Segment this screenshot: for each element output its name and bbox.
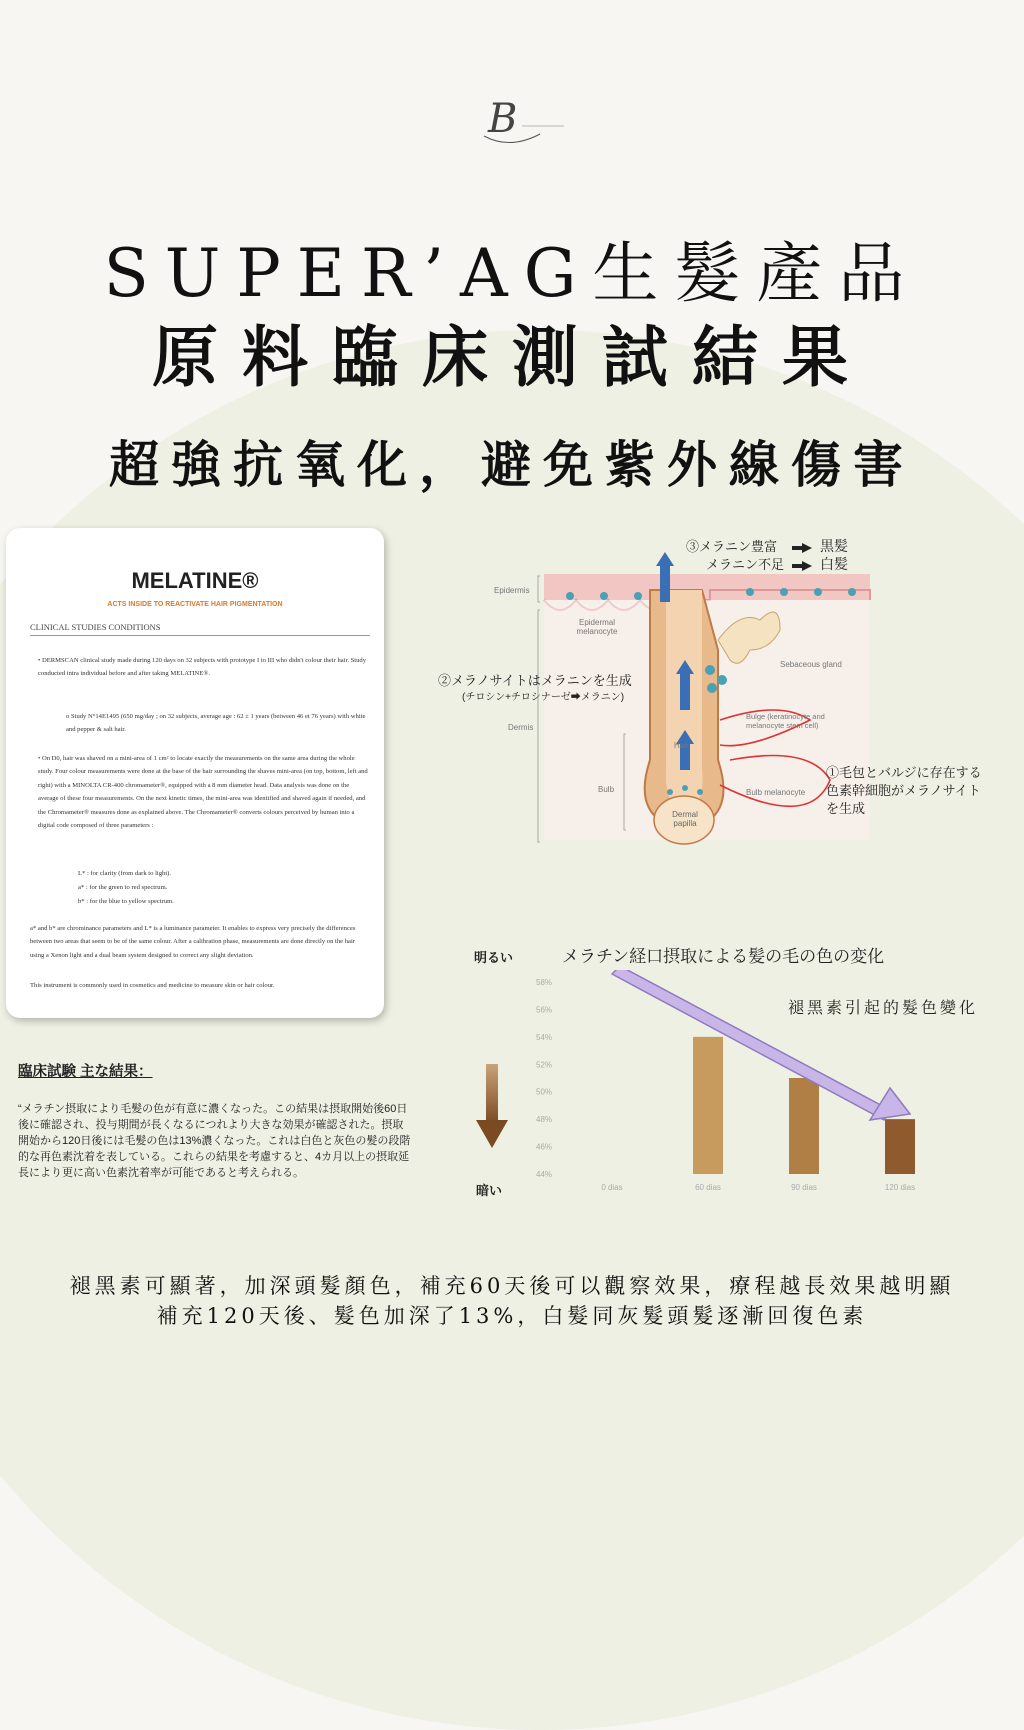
note-stem-cells-line2: 色素幹細胞がメラノサイト <box>826 783 981 798</box>
footer-line1: 褪黑素可顯著，加深頭髮顏色，補充60天後可以觀察效果，療程越長效果越明顯 <box>69 1274 955 1298</box>
arrow-up-icon <box>680 670 690 710</box>
clinical-study-document <box>6 528 384 1018</box>
label-dermis: Dermis <box>508 723 534 732</box>
chart-bar <box>789 1078 819 1174</box>
arrow-right-icon <box>802 543 812 553</box>
page-title-line1: SUPER’AG生髮產品 <box>103 235 921 312</box>
document-subtitle: ACTS INSIDE TO REACTIVATE HAIR PIGMENTATION <box>107 601 283 608</box>
document-title: MELATINE® <box>131 568 259 593</box>
document-paragraph: b* : for the blue to yellow spectrum. <box>78 898 174 905</box>
label-bulb: Bulb <box>598 785 615 794</box>
y-tick-label: 52% <box>536 1060 553 1070</box>
results-body: “メラチン摂取により毛髪の色が有意に濃くなった。この結果は摂取開始後60日後に確認され、投与期間が長くなるにつれより大きな効果が確認された。摂取開始から120日後には毛髪の色は13%濃くなった。これは白色と灰色の髪の段階的な再色素沈着を表している。これらの結果を考慮すると、4カ月以上の摂取延長により更に高い色素沈着率が可能であると考えられる。 <box>18 1103 411 1179</box>
trend-arrow-icon <box>612 970 910 1120</box>
chart-note: 褪黑素引起的髮色變化 <box>788 998 979 1017</box>
x-tick-label: 90 dias <box>791 1183 817 1192</box>
x-tick-label: 60 dias <box>695 1183 721 1192</box>
axis-label-bright: 明るい <box>474 951 514 966</box>
hair-color-bar-chart <box>470 970 1024 1200</box>
y-tick-label: 48% <box>536 1115 553 1125</box>
chart-bar <box>693 1037 723 1174</box>
note-white-hair: 白髪 <box>820 556 848 572</box>
note-tyrosine: (チロシン+チロシナーゼ➡メラニン) <box>462 692 625 703</box>
y-tick-label: 44% <box>536 1170 553 1179</box>
y-tick-label: 58% <box>536 978 553 987</box>
document-paragraph: • DERMSCAN clinical study made during 120 days on 32 subjects with prototype I to III who didn't colour their hair. Study conducted intra individual before and after taking MELATINE®. <box>38 657 367 678</box>
note-stem-cells <box>826 764 982 818</box>
document-section-heading: CLINICAL STUDIES CONDITIONS <box>30 622 161 632</box>
note-melanocyte-produce: ②メラノサイトはメラニンを生成 <box>438 673 632 688</box>
footer-line2: 補充120天後、髮色加深了13%，白髮同灰髮頭髮逐漸回復色素 <box>156 1304 868 1328</box>
note-stem-cells-line1: ①毛包とバルジに存在する <box>826 765 982 780</box>
note-black-hair: 黒髪 <box>820 538 848 554</box>
label-bulb-melanocyte: Bulb melanocyte <box>746 788 806 797</box>
y-tick-label: 50% <box>536 1087 553 1097</box>
page-subtitle: 超強抗氧化，避免紫外線傷害 <box>109 435 915 494</box>
page-title-line2: 原料臨床測試結果 <box>152 318 872 396</box>
label-hair: Hair <box>674 741 689 750</box>
label-sebaceous-gland: Sebaceous gland <box>780 660 842 669</box>
document-paragraph: a* : for the green to red spectrum. <box>78 884 168 891</box>
document-paragraph: • On D0, hair was shaved on a mini-area of 1 cm² to locate exactly the measurements on the same area during the whole study. Four colour measurements were done at the base of the hair surrounding the shaves mini-area (on top, bottom, left and right) with a MINOLTA CR-400 chromameter®, equipped with a 8 mm diameter head. Data analysis was done on the average of these four measurements. On the next kinetic times, the mini-area was identified and shaved again if needed, and the Chromameter® measures done as explained above. The Chromameter® converts colours perceived by human into a digital code composed of three parameters : <box>38 755 368 830</box>
hair-follicle-diagram <box>438 530 1024 870</box>
arrow-right-icon <box>802 561 812 571</box>
document-rule <box>30 635 370 636</box>
document-paragraph: o Study N°14E1495 (650 mg/day ; on 32 subjects, average age : 62 ± 1 years (between 46 et 76 years) with white and pepper & salt hair. <box>66 713 366 734</box>
results-heading: 臨床試験 主な結果： <box>18 1064 153 1080</box>
note-melanin-low: メラニン不足 <box>706 557 785 572</box>
brand-logo <box>470 92 570 152</box>
dark-arrow-icon <box>476 1064 508 1148</box>
label-bulge: Bulge (keratinocyte and melanocyte stem cell) <box>746 712 825 730</box>
svg-text:B: B <box>488 96 518 142</box>
document-paragraph: L* : for clarity (from dark to light). <box>78 870 172 877</box>
x-tick-label: 120 dias <box>884 1183 916 1192</box>
y-tick-label: 54% <box>536 1032 553 1042</box>
document-paragraph: a* and b* are chrominance parameters and L* is a luminance parameter. It enables to express very precisely the differences between two areas that seem to be of the same colour. After a calibration phase, measurements are done directly on the hair using a Xenon light and a dual beam system designed to correct any slight deviation. <box>30 925 356 959</box>
note-stem-cells-line3: を生成 <box>826 801 866 816</box>
y-tick-label: 46% <box>536 1142 553 1152</box>
chart-title: メラチン経口摂取による髪の毛の色の変化 <box>562 947 885 966</box>
arrow-up-icon <box>660 562 670 602</box>
label-epidermal-melanocyte: Epidermal melanocyte <box>576 618 618 636</box>
epidermis-layer <box>544 574 870 600</box>
x-tick-label: 0 dias <box>601 1183 623 1192</box>
y-tick-label: 56% <box>536 1005 553 1015</box>
axis-label-dark: 暗い <box>476 1184 503 1199</box>
note-melanin-rich: ③メラニン豊富 <box>686 539 778 554</box>
chart-bar <box>885 1119 915 1174</box>
label-epidermis: Epidermis <box>494 586 530 595</box>
label-dermal-papilla: Dermal papilla <box>672 810 698 828</box>
document-paragraph: This instrument is commonly used in cosmetics and medicine to measure skin or hair colour. <box>30 982 275 989</box>
